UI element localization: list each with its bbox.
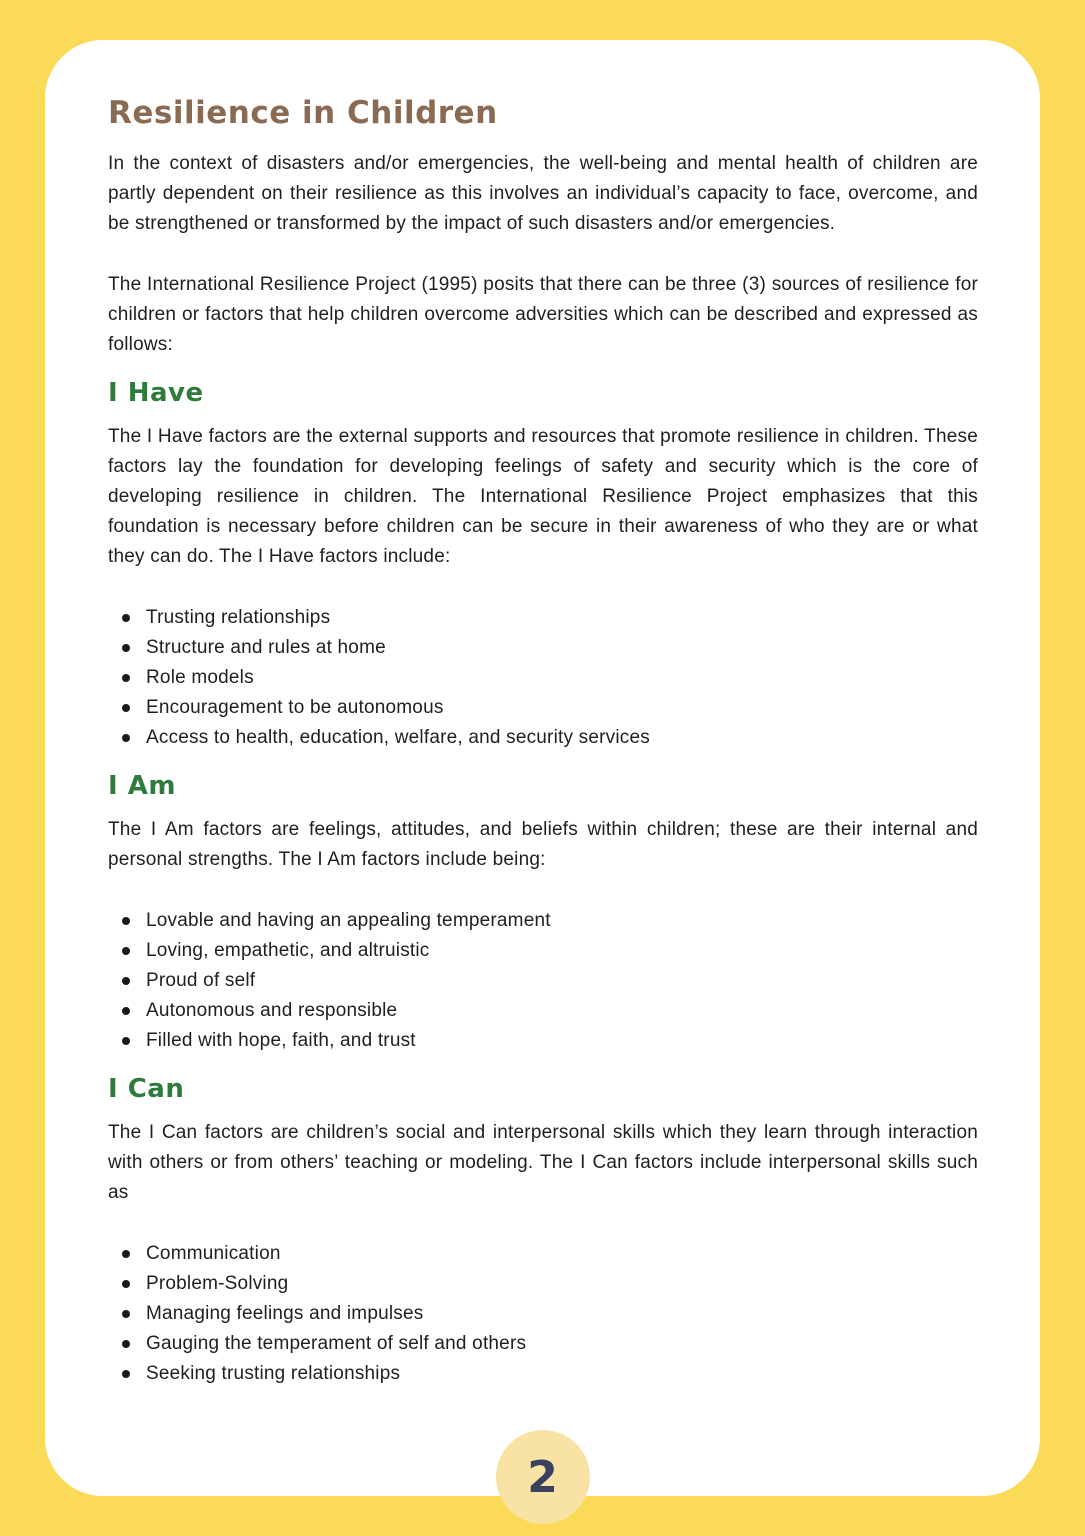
section-heading-i-am: I Am [108, 771, 176, 801]
bullet-item: Managing feelings and impulses [146, 1299, 978, 1329]
bullet-list-i-can [108, 1239, 978, 1389]
page-title: Resilience in Children [108, 95, 498, 131]
page-number-badge [496, 1430, 590, 1524]
bullet-item: Lovable and having an appealing temperament [146, 906, 978, 936]
section-heading-i-have: I Have [108, 378, 204, 408]
bullet-item: Encouragement to be autonomous [146, 693, 978, 723]
bullet-item: Communication [146, 1239, 978, 1269]
bullet-item: Gauging the temperament of self and others [146, 1329, 978, 1359]
bullet-item: Autonomous and responsible [146, 996, 978, 1026]
section-body-i-am: The I Am factors are feelings, attitudes, and beliefs within children; these are their internal and personal strengths. The I Am factors include being: [108, 819, 978, 870]
bullet-list-i-am [108, 906, 978, 1056]
section-heading-i-can: I Can [108, 1074, 185, 1104]
bullet-item: Structure and rules at home [146, 633, 978, 663]
bullet-item: Seeking trusting relationships [146, 1359, 978, 1389]
page-number: 2 [527, 1451, 558, 1503]
section-body-i-have: The I Have factors are the external supports and resources that promote resilience in children. These factors lay the foundation for developing feelings of safety and security which is the core of developing resilience in children. The International Resilience Project emphasizes that this foundation is necessary before children can be secure in their awareness of who they are or what they can do. The I Have factors include: [108, 426, 978, 567]
section-body-i-can: The I Can factors are children’s social and interpersonal skills which they learn through interaction with others or from others’ teaching or modeling. The I Can factors include interpersonal skills such as [108, 1122, 978, 1203]
bullet-item: Filled with hope, faith, and trust [146, 1026, 978, 1056]
bullet-list-i-have [108, 603, 978, 753]
document-page [45, 40, 1040, 1496]
bullet-item: Trusting relationships [146, 603, 978, 633]
bullet-item: Proud of self [146, 966, 978, 996]
bullet-item: Role models [146, 663, 978, 693]
intro-paragraph-2: The International Resilience Project (1995) posits that there can be three (3) sources of resilience for children or factors that help children overcome adversities which can be described and expressed as follows: [108, 274, 978, 355]
bullet-item: Access to health, education, welfare, and security services [146, 723, 978, 753]
bullet-item: Loving, empathetic, and altruistic [146, 936, 978, 966]
intro-paragraph-1: In the context of disasters and/or emergencies, the well-being and mental health of children are partly dependent on their resilience as this involves an individual’s capacity to face, overcome, and be strengthened or transformed by the impact of such disasters and/or emergencies. [108, 153, 978, 234]
bullet-item: Problem-Solving [146, 1269, 978, 1299]
